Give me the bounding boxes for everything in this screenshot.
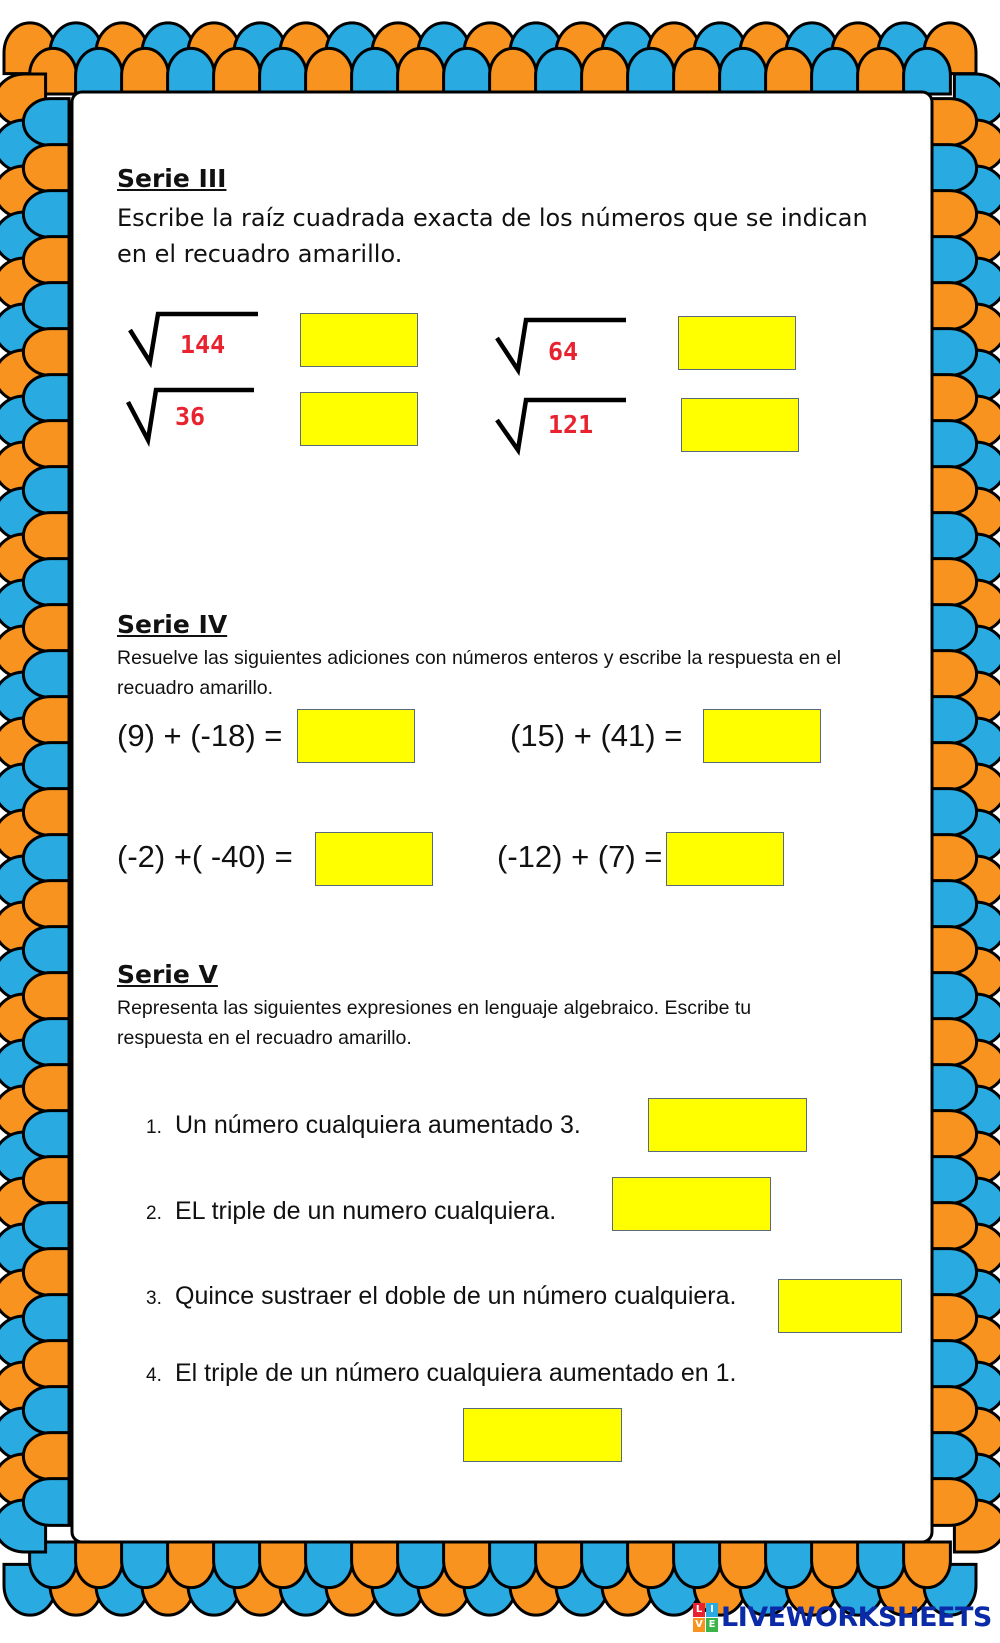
- addition-expression-3: (-2) +( -40) =: [117, 839, 293, 874]
- serie-5-title: Serie V: [117, 960, 218, 989]
- algebra-item-2-text: EL triple de un numero cualquiera.: [175, 1197, 557, 1225]
- answer-box-addition-1[interactable]: [297, 709, 415, 763]
- radicand-36: 36: [175, 402, 206, 431]
- item-number: 1.: [146, 1117, 162, 1138]
- logo-letter: E: [706, 1618, 718, 1632]
- answer-box-algebra-2[interactable]: [612, 1177, 771, 1231]
- instruction-line: respuesta en el recuadro amarillo.: [117, 1027, 412, 1049]
- item-number: 3.: [146, 1288, 162, 1309]
- algebra-item-1-text: Un número cualquiera aumentado 3.: [175, 1111, 581, 1139]
- radicand-64: 64: [548, 337, 579, 366]
- logo-letter: I: [706, 1603, 718, 1617]
- serie-4-instruction: [117, 643, 841, 703]
- algebra-item-3-text: Quince sustraer el doble de un número cualquiera.: [175, 1282, 737, 1310]
- instruction-line: recuadro amarillo.: [117, 677, 274, 699]
- algebra-item-4-text: El triple de un número cualquiera aumentado en 1.: [175, 1359, 737, 1387]
- answer-box-sqrt-144[interactable]: [300, 313, 418, 367]
- radicand-144: 144: [180, 330, 226, 359]
- answer-box-sqrt-121[interactable]: [681, 398, 799, 452]
- item-number: 4.: [146, 1365, 162, 1386]
- serie-3-title: Serie III: [117, 164, 227, 193]
- brand-name: LIVEWORKSHEETS: [721, 1601, 992, 1633]
- answer-box-algebra-1[interactable]: [648, 1098, 807, 1152]
- addition-expression-1: (9) + (-18) =: [117, 718, 283, 753]
- answer-box-addition-2[interactable]: [703, 709, 821, 763]
- instruction-line: Representa las siguientes expresiones en lenguaje algebraico. Escribe tu: [117, 997, 752, 1019]
- answer-box-addition-4[interactable]: [666, 832, 784, 886]
- answer-box-sqrt-36[interactable]: [300, 392, 418, 446]
- logo-letter: V: [693, 1618, 705, 1632]
- logo-letter: L: [693, 1603, 705, 1617]
- addition-expression-4: (-12) + (7) =: [497, 839, 663, 874]
- serie-4-title: Serie IV: [117, 610, 228, 639]
- instruction-line: Resuelve las siguientes adiciones con números enteros y escribe la respuesta en el: [117, 647, 842, 669]
- liveworksheets-logo: [693, 1600, 992, 1634]
- answer-box-algebra-4[interactable]: [463, 1408, 622, 1462]
- logo-grid-icon: [693, 1603, 718, 1632]
- answer-box-sqrt-64[interactable]: [678, 316, 796, 370]
- instruction-line: Escribe la raíz cuadrada exacta de los números que se indican: [117, 204, 868, 232]
- item-number: 2.: [146, 1203, 162, 1224]
- instruction-line: en el recuadro amarillo.: [117, 240, 403, 268]
- radicand-121: 121: [548, 410, 594, 439]
- serie-5-instruction: [117, 993, 751, 1053]
- addition-expression-2: (15) + (41) =: [510, 718, 683, 753]
- answer-box-algebra-3[interactable]: [778, 1279, 902, 1333]
- answer-box-addition-3[interactable]: [315, 832, 433, 886]
